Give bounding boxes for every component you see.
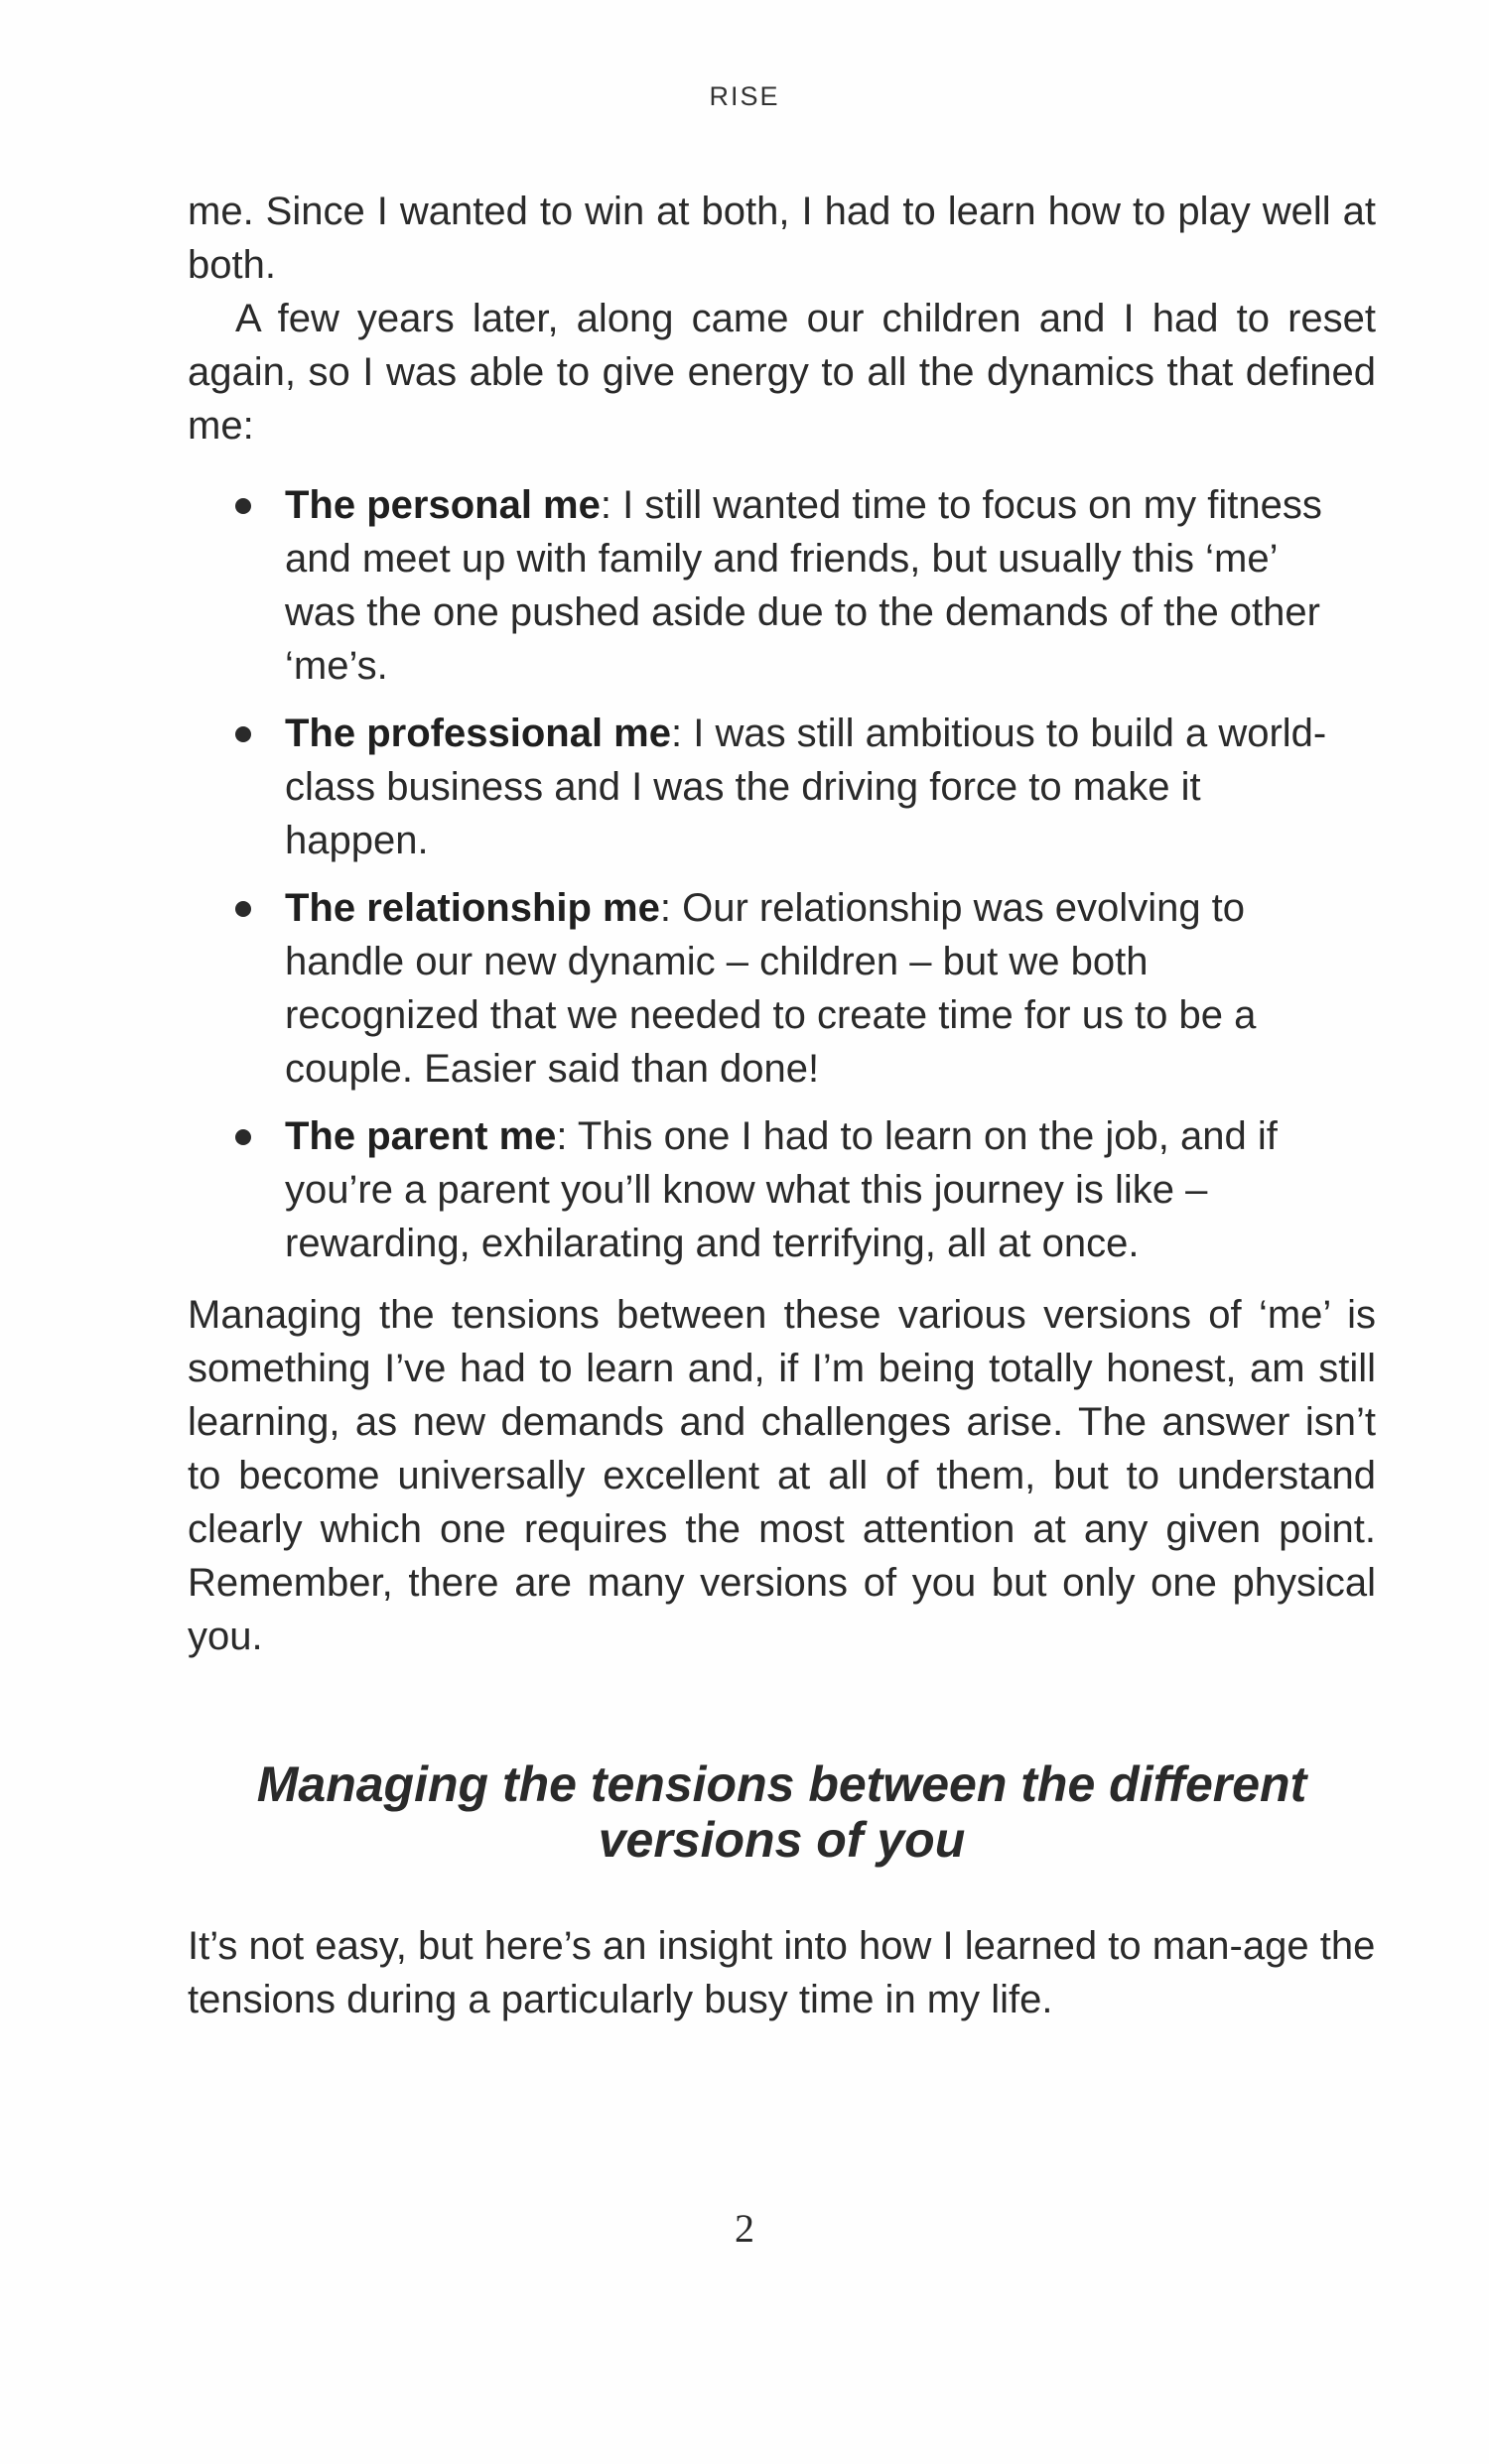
paragraph-managing-tensions: Managing the tensions between these various versions of ‘me’ is something I’ve had to learn and, if I’m being totally honest, am still learning, as new demands and challenges arise. The answer isn’t to become universally excellent at all of them, but to understand clearly which one requires the most attention at any given point. Remember, there are many versions of you but only one physical you. bbox=[188, 1293, 1376, 1658]
list-item-term: The relationship me bbox=[285, 886, 660, 930]
list-item-professional-me bbox=[285, 707, 1376, 867]
list-item-term: The professional me bbox=[285, 712, 671, 755]
list-item-term: The parent me bbox=[285, 1114, 557, 1158]
bullet-icon bbox=[235, 498, 251, 514]
bullet-icon bbox=[235, 726, 251, 742]
bullet-icon bbox=[235, 1129, 251, 1145]
section-heading: Managing the tensions between the different versions of you bbox=[256, 1756, 1307, 1868]
versions-of-me-list bbox=[188, 478, 1376, 1270]
paragraph-intro-list: A few years later, along came our children and I had to reset again, so I was able to give energy to all the dynamics that defined me: bbox=[188, 297, 1376, 448]
list-item-term: The personal me bbox=[285, 483, 601, 527]
list-item-parent-me bbox=[285, 1109, 1376, 1270]
list-item-personal-me bbox=[285, 478, 1376, 693]
list-item-text: : I was still ambitious to build a world-class business and I was the driving force to make it happen. bbox=[285, 712, 1327, 862]
list-item-text: : This one I had to learn on the job, and if you’re a parent you’ll know what this journey is like – rewarding, exhilarating and terrifying, all at once. bbox=[285, 1114, 1278, 1265]
bullet-icon bbox=[235, 901, 251, 917]
paragraph-insight: It’s not easy, but here’s an insight into how I learned to man-age the tensions during a particularly busy time in my life. bbox=[188, 1924, 1376, 2021]
list-item-relationship-me bbox=[285, 881, 1376, 1096]
list-item-text: : Our relationship was evolving to handle our new dynamic – children – but we both recognized that we needed to create time for us to be a couple. Easier said than done! bbox=[285, 886, 1257, 1091]
page-body bbox=[188, 185, 1376, 2026]
paragraph-continuation: me. Since I wanted to win at both, I had to learn how to play well at both. bbox=[188, 190, 1376, 287]
running-head: RISE bbox=[709, 81, 780, 111]
page-number: 2 bbox=[735, 2206, 754, 2251]
list-item-text: : I still wanted time to focus on my fitness and meet up with family and friends, but usually this ‘me’ was the one pushed aside due to the demands of the other ‘me’s. bbox=[285, 483, 1322, 688]
